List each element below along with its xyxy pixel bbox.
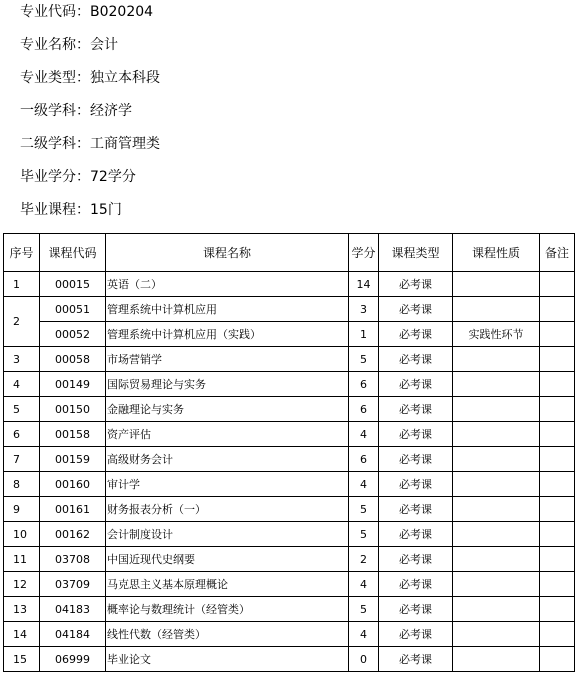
cell-name: 管理系统中计算机应用 (106, 297, 349, 322)
cell-nature (453, 447, 540, 472)
cell-type: 必考课 (379, 347, 453, 372)
cell-name: 中国近现代史纲要 (106, 547, 349, 572)
cell-note (540, 572, 575, 597)
cell-nature (453, 522, 540, 547)
cell-code: 04183 (40, 597, 106, 622)
info-label: 专业名称： (20, 37, 90, 53)
cell-credit: 4 (349, 422, 379, 447)
header-note: 备注 (540, 234, 575, 272)
cell-note (540, 447, 575, 472)
cell-note (540, 647, 575, 672)
cell-name: 管理系统中计算机应用（实践） (106, 322, 349, 347)
cell-seq: 15 (4, 647, 40, 672)
table-row (4, 447, 575, 472)
table-row (4, 572, 575, 597)
cell-type: 必考课 (379, 597, 453, 622)
info-value: 工商管理类 (90, 136, 160, 152)
table-row (4, 272, 575, 297)
cell-credit: 6 (349, 372, 379, 397)
cell-seq: 8 (4, 472, 40, 497)
cell-nature (453, 497, 540, 522)
table-row (4, 647, 575, 672)
cell-type: 必考课 (379, 397, 453, 422)
cell-nature (453, 272, 540, 297)
cell-name: 财务报表分析（一） (106, 497, 349, 522)
cell-note (540, 497, 575, 522)
cell-note (540, 597, 575, 622)
cell-seq: 3 (4, 347, 40, 372)
cell-code: 00015 (40, 272, 106, 297)
cell-note (540, 472, 575, 497)
cell-name: 金融理论与实务 (106, 397, 349, 422)
cell-seq: 6 (4, 422, 40, 447)
cell-type: 必考课 (379, 572, 453, 597)
cell-note (540, 622, 575, 647)
info-label: 二级学科： (20, 136, 90, 152)
cell-nature (453, 597, 540, 622)
table-row (4, 472, 575, 497)
cell-code: 00051 (40, 297, 106, 322)
cell-seq: 10 (4, 522, 40, 547)
cell-seq: 1 (4, 272, 40, 297)
cell-code: 04184 (40, 622, 106, 647)
cell-credit: 6 (349, 447, 379, 472)
cell-credit: 4 (349, 622, 379, 647)
info-secondary-discipline (20, 136, 160, 152)
cell-type: 必考课 (379, 522, 453, 547)
cell-name: 线性代数（经管类） (106, 622, 349, 647)
cell-credit: 1 (349, 322, 379, 347)
cell-nature (453, 547, 540, 572)
cell-credit: 4 (349, 572, 379, 597)
info-primary-discipline (20, 103, 132, 119)
cell-code: 00058 (40, 347, 106, 372)
cell-nature (453, 347, 540, 372)
cell-type: 必考课 (379, 372, 453, 397)
table-row (4, 622, 575, 647)
table-row (4, 372, 575, 397)
course-table (3, 233, 575, 672)
info-label: 专业代码： (20, 4, 90, 20)
info-major-code (20, 4, 153, 20)
table-row (4, 422, 575, 447)
cell-code: 00159 (40, 447, 106, 472)
cell-note (540, 522, 575, 547)
cell-name: 毕业论文 (106, 647, 349, 672)
info-value: 会计 (90, 37, 118, 53)
cell-code: 00162 (40, 522, 106, 547)
cell-seq: 2 (4, 297, 40, 347)
info-value: 15门 (90, 202, 122, 218)
cell-nature (453, 297, 540, 322)
cell-seq: 5 (4, 397, 40, 422)
cell-name: 资产评估 (106, 422, 349, 447)
cell-credit: 5 (349, 597, 379, 622)
cell-name: 审计学 (106, 472, 349, 497)
cell-type: 必考课 (379, 297, 453, 322)
table-row (4, 297, 575, 322)
cell-credit: 0 (349, 647, 379, 672)
info-value: 72学分 (90, 169, 136, 185)
cell-name: 高级财务会计 (106, 447, 349, 472)
cell-code: 00150 (40, 397, 106, 422)
header-name: 课程名称 (106, 234, 349, 272)
cell-note (540, 372, 575, 397)
cell-nature (453, 422, 540, 447)
header-nature: 课程性质 (453, 234, 540, 272)
cell-code: 00161 (40, 497, 106, 522)
info-value: 经济学 (90, 103, 132, 119)
cell-code: 00160 (40, 472, 106, 497)
cell-name: 市场营销学 (106, 347, 349, 372)
cell-nature (453, 372, 540, 397)
cell-type: 必考课 (379, 647, 453, 672)
info-label: 专业类型： (20, 70, 90, 86)
cell-nature (453, 472, 540, 497)
cell-credit: 2 (349, 547, 379, 572)
cell-seq: 7 (4, 447, 40, 472)
cell-type: 必考课 (379, 422, 453, 447)
cell-seq: 13 (4, 597, 40, 622)
cell-code: 03709 (40, 572, 106, 597)
info-label: 一级学科： (20, 103, 90, 119)
info-label: 毕业课程： (20, 202, 90, 218)
info-graduation-credits (20, 169, 136, 185)
cell-type: 必考课 (379, 472, 453, 497)
cell-code: 00149 (40, 372, 106, 397)
cell-credit: 5 (349, 497, 379, 522)
cell-nature (453, 397, 540, 422)
header-seq: 序号 (4, 234, 40, 272)
info-graduation-courses (20, 202, 122, 218)
table-header-row (4, 234, 575, 272)
cell-name: 概率论与数理统计（经管类） (106, 597, 349, 622)
cell-credit: 3 (349, 297, 379, 322)
cell-type: 必考课 (379, 497, 453, 522)
info-major-type (20, 70, 160, 86)
cell-note (540, 347, 575, 372)
cell-note (540, 422, 575, 447)
cell-seq: 9 (4, 497, 40, 522)
cell-credit: 5 (349, 522, 379, 547)
table-row (4, 547, 575, 572)
cell-type: 必考课 (379, 447, 453, 472)
cell-credit: 4 (349, 472, 379, 497)
cell-name: 英语（二） (106, 272, 349, 297)
cell-code: 06999 (40, 647, 106, 672)
cell-nature (453, 622, 540, 647)
cell-type: 必考课 (379, 622, 453, 647)
cell-seq: 14 (4, 622, 40, 647)
cell-name: 马克思主义基本原理概论 (106, 572, 349, 597)
table-row (4, 597, 575, 622)
table-row (4, 322, 575, 347)
info-value: 独立本科段 (90, 70, 160, 86)
cell-seq: 12 (4, 572, 40, 597)
table-row (4, 522, 575, 547)
cell-code: 00158 (40, 422, 106, 447)
cell-credit: 14 (349, 272, 379, 297)
cell-nature (453, 647, 540, 672)
cell-note (540, 272, 575, 297)
cell-seq: 11 (4, 547, 40, 572)
table-row (4, 347, 575, 372)
cell-nature: 实践性环节 (453, 322, 540, 347)
cell-name: 会计制度设计 (106, 522, 349, 547)
table-row (4, 497, 575, 522)
cell-type: 必考课 (379, 322, 453, 347)
cell-note (540, 322, 575, 347)
cell-seq: 4 (4, 372, 40, 397)
cell-note (540, 297, 575, 322)
info-label: 毕业学分： (20, 169, 90, 185)
header-credit: 学分 (349, 234, 379, 272)
info-value: B020204 (90, 4, 154, 20)
header-type: 课程类型 (379, 234, 453, 272)
cell-code: 03708 (40, 547, 106, 572)
cell-name: 国际贸易理论与实务 (106, 372, 349, 397)
cell-type: 必考课 (379, 547, 453, 572)
cell-note (540, 547, 575, 572)
header-code: 课程代码 (40, 234, 106, 272)
cell-nature (453, 572, 540, 597)
info-major-name (20, 37, 118, 53)
table-row (4, 397, 575, 422)
cell-note (540, 397, 575, 422)
cell-credit: 5 (349, 347, 379, 372)
cell-code: 00052 (40, 322, 106, 347)
cell-type: 必考课 (379, 272, 453, 297)
cell-credit: 6 (349, 397, 379, 422)
